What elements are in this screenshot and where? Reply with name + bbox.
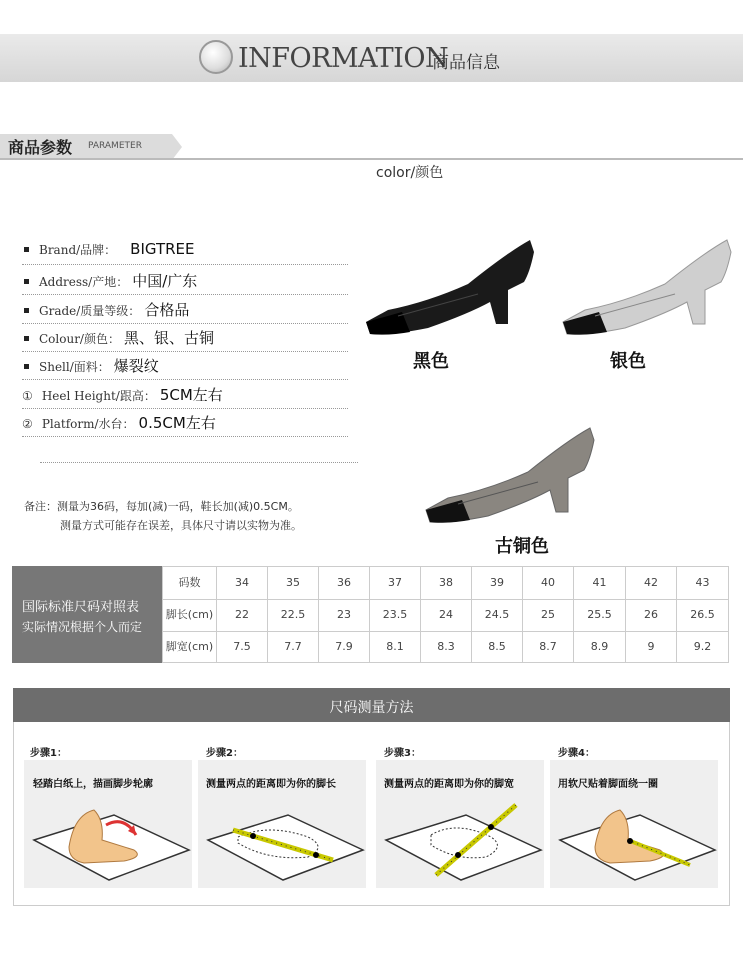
- spec-value: 5CM左右: [159, 386, 223, 404]
- table-cell: 23.5: [370, 599, 421, 631]
- circled-number: ①: [22, 389, 33, 403]
- table-cell: 24.5: [472, 599, 523, 631]
- spec-value: 0.5CM左右: [138, 414, 216, 432]
- table-cell: 41: [574, 567, 626, 599]
- table-cell: 34: [217, 567, 268, 599]
- table-cell: 25.5: [574, 599, 626, 631]
- table-cell: 39: [472, 567, 523, 599]
- table-row: [163, 599, 728, 632]
- table-cell: 22.5: [268, 599, 319, 631]
- bullet-icon: [24, 336, 29, 341]
- table-cell: 9: [626, 631, 677, 663]
- table-cell: 9.2: [693, 640, 712, 653]
- spec-row-colour: [22, 327, 348, 352]
- table-cell: 7.9: [319, 631, 370, 663]
- table-cell: 37: [370, 567, 421, 599]
- step-4-desc: 用软尺贴着脚面绕一圈: [558, 779, 658, 790]
- step-4-illustration: [550, 795, 718, 885]
- black-shoe-image: [358, 232, 538, 342]
- step-4-label: 步骤4：: [558, 748, 595, 759]
- table-row: [163, 567, 728, 600]
- table-cell: 8.1: [370, 631, 421, 663]
- spec-value: BIGTREE: [130, 240, 195, 258]
- spec-label: Brand/品牌：: [39, 243, 117, 257]
- spec-row-heel-height: [22, 384, 348, 409]
- shoe-label-black: 黑色: [413, 351, 449, 372]
- spec-value: 中国/广东: [132, 272, 198, 290]
- bullet-icon: [24, 279, 29, 284]
- table-cell: 24: [421, 599, 472, 631]
- spec-row-brand: [22, 240, 348, 265]
- step-1-illustration: [24, 795, 192, 885]
- spec-label: Platform/水台：: [41, 417, 135, 431]
- step-1-label: 步骤1：: [30, 748, 67, 759]
- step-2-label: 步骤2：: [206, 748, 243, 759]
- row-header: 脚宽(cm): [163, 631, 217, 663]
- table-cell: 38: [421, 567, 472, 599]
- parameter-tab-arrow: [172, 134, 182, 160]
- step-2-illustration: [198, 795, 366, 885]
- table-cell: 36: [319, 567, 370, 599]
- bronze-shoe-image: [413, 420, 603, 530]
- note-line-2: 测量方式可能存在误差，具体尺寸请以实物为准。: [60, 519, 302, 532]
- row-header: 脚长(cm): [163, 599, 217, 631]
- bullet-icon: [24, 247, 29, 252]
- parameter-divider: [0, 158, 743, 160]
- table-cell: 35: [268, 567, 319, 599]
- silver-shoe-image: [555, 232, 735, 342]
- size-table-subtitle: 实际情况根据个人而定: [22, 620, 143, 634]
- table-cell: 40: [523, 567, 574, 599]
- spec-label: Shell/面料：: [39, 360, 110, 374]
- spec-row-empty: [40, 440, 358, 463]
- step-1-desc: 轻踏白纸上，描画脚步轮廓: [33, 779, 153, 790]
- table-cell: 8.3: [421, 631, 472, 663]
- spec-label: Heel Height/跟高：: [41, 389, 156, 403]
- spec-row-platform: [22, 412, 348, 437]
- spec-row-address: [22, 270, 348, 295]
- note-line-1: 备注：测量为36码，每加(减)一码，鞋长加(减)0.5CM。: [24, 500, 299, 513]
- shoe-label-bronze: 古铜色: [495, 536, 549, 557]
- table-cell: 26: [626, 599, 677, 631]
- table-cell: 25: [523, 599, 574, 631]
- table-cell: 22: [217, 599, 268, 631]
- table-cell: 8.5: [472, 631, 523, 663]
- spec-label: Colour/颜色：: [39, 332, 120, 346]
- table-cell: 7.7: [268, 631, 319, 663]
- spec-value: 爆裂纹: [113, 357, 159, 375]
- size-table-title: 国际标准尺码对照表: [22, 600, 140, 615]
- table-cell: 26.5: [690, 608, 715, 621]
- table-row: [163, 631, 728, 662]
- table-cell: 43: [695, 576, 710, 589]
- spec-value: 黑、银、古铜: [123, 329, 214, 347]
- table-cell: 8.9: [574, 631, 626, 663]
- spec-row-shell: [22, 355, 348, 380]
- step-3-desc: 测量两点的距离即为你的脚宽: [384, 779, 514, 790]
- size-table-header: [12, 566, 162, 663]
- bullet-icon: [24, 308, 29, 313]
- spec-label: Grade/质量等级：: [39, 304, 141, 318]
- table-cell: 23: [319, 599, 370, 631]
- spec-row-grade: [22, 299, 348, 324]
- table-cell: 7.5: [217, 631, 268, 663]
- spec-label: Address/产地：: [39, 275, 129, 289]
- banner-circle-icon: [199, 40, 233, 74]
- shoe-label-silver: 银色: [610, 351, 646, 372]
- step-3-label: 步骤3：: [384, 748, 421, 759]
- measure-title: 尺码测量方法: [329, 700, 414, 716]
- parameter-subtitle: PARAMETER: [88, 141, 142, 151]
- parameter-title: 商品参数: [8, 138, 73, 157]
- color-title: color/颜色: [376, 165, 444, 181]
- table-cell: 8.7: [523, 631, 574, 663]
- banner-subtitle: 商品信息: [432, 53, 500, 73]
- size-table: [162, 566, 729, 663]
- spec-value: 合格品: [144, 301, 190, 319]
- bullet-icon: [24, 364, 29, 369]
- table-cell: 42: [626, 567, 677, 599]
- banner-title: INFORMATION: [238, 43, 449, 74]
- step-2-desc: 测量两点的距离即为你的脚长: [206, 779, 336, 790]
- step-3-illustration: [376, 795, 544, 885]
- row-header: 码数: [163, 567, 217, 599]
- circled-number: ②: [22, 417, 33, 431]
